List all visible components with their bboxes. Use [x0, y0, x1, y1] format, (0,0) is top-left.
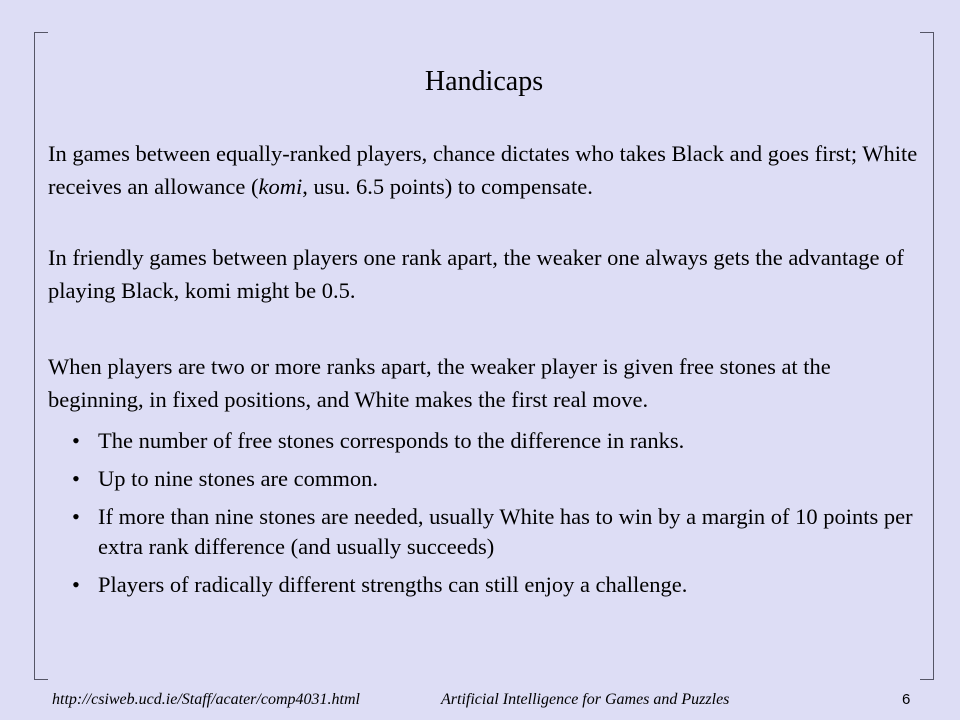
bullet-list [70, 426, 930, 608]
paragraph-two-plus-ranks: When players are two or more ranks apart, the weaker player is given free stones at the beginning, in fixed positions, and White makes the first real move. [48, 354, 831, 412]
bullet-text: Up to nine stones are common. [98, 466, 378, 491]
bullet-dot: • [72, 466, 80, 491]
paragraph-one-rank-apart: In friendly games between players one rank apart, the weaker one always gets the advantage of playing Black, komi might be 0.5. [48, 245, 904, 303]
paragraph-even-ranks [48, 137, 928, 203]
bullet-item [70, 464, 930, 494]
page-number: 6 [902, 691, 911, 708]
slide-title: Handicaps [424, 66, 544, 97]
frame-corner-bottom-right [920, 679, 934, 680]
frame-corner-bottom-left [34, 679, 48, 680]
bullet-item [70, 570, 930, 600]
paragraph-text: In games between equally-ranked players, chance dictates who takes Black and goes first; White receives an allowance ( [48, 141, 918, 199]
bullet-text: The number of free stones corresponds to the difference in ranks. [98, 428, 685, 453]
frame-corner-top-left [34, 32, 48, 33]
footer-course-title: Artificial Intelligence for Games and Puzzles [441, 691, 730, 708]
bullet-dot: • [72, 572, 80, 597]
bullet-item [70, 502, 930, 562]
frame-corner-top-right [920, 32, 934, 33]
komi-emphasis: komi [258, 174, 303, 199]
slide-footer [0, 688, 960, 712]
bullet-dot: • [72, 428, 80, 453]
bullet-text: If more than nine stones are needed, usually White has to win by a margin of 10 points per extra rank difference (and usually succeeds) [98, 504, 913, 559]
bullet-item [70, 426, 930, 456]
paragraph-text: , usu. 6.5 points) to compensate. [302, 174, 593, 199]
footer-url: http://csiweb.ucd.ie/Staff/acater/comp4031.html [52, 691, 360, 708]
bullet-dot: • [72, 504, 80, 529]
bullet-text: Players of radically different strengths can still enjoy a challenge. [98, 572, 688, 597]
